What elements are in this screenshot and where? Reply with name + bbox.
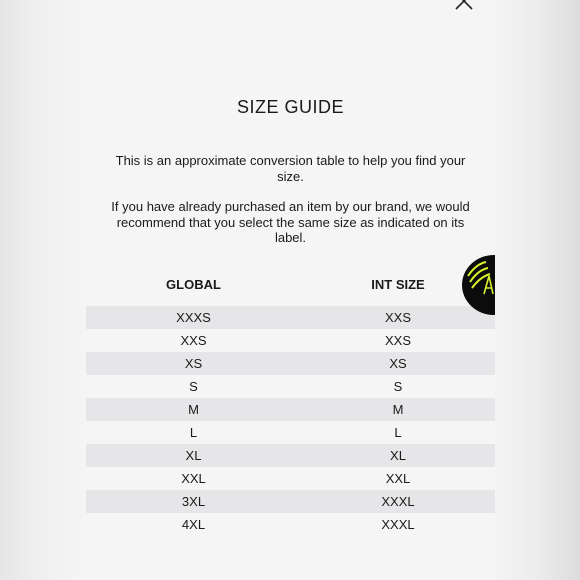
cell-global-size: 4XL bbox=[181, 517, 206, 532]
cell-global-size: XXL bbox=[181, 471, 206, 486]
table-row bbox=[86, 513, 495, 536]
cell-global-size: XL bbox=[185, 448, 202, 463]
cell-global-size: XXXS bbox=[176, 310, 211, 325]
cell-int-size: XXL bbox=[385, 471, 411, 486]
size-table-body bbox=[86, 306, 495, 536]
cell-global-size: 3XL bbox=[181, 494, 206, 509]
cell-int-size: XS bbox=[389, 356, 407, 371]
modal-title: SIZE GUIDE bbox=[236, 97, 344, 117]
close-icon[interactable] bbox=[455, 0, 473, 10]
column-header-int-size: INT SIZE bbox=[371, 276, 425, 292]
size-guide-modal bbox=[86, 0, 495, 580]
table-row bbox=[86, 306, 495, 329]
cell-int-size: XXS bbox=[384, 310, 411, 325]
cell-global-size: L bbox=[189, 425, 198, 440]
table-row bbox=[86, 375, 495, 398]
table-row bbox=[86, 444, 495, 467]
table-row bbox=[86, 467, 495, 490]
table-row bbox=[86, 329, 495, 352]
cell-int-size: XXXL bbox=[381, 494, 415, 509]
cell-global-size: XXS bbox=[180, 333, 207, 348]
cell-global-size: M bbox=[188, 402, 199, 417]
cell-int-size: L bbox=[394, 425, 402, 440]
table-row bbox=[86, 398, 495, 421]
app-logo-icon bbox=[462, 250, 495, 320]
cell-int-size: XXS bbox=[384, 333, 411, 348]
note-text: If you have already purchased an item by our brand, we would recommend that you select the same size as indicated on its label. bbox=[111, 199, 470, 245]
table-row bbox=[86, 421, 495, 444]
size-table-header bbox=[86, 273, 495, 295]
cell-int-size: M bbox=[392, 402, 404, 417]
column-header-global: GLOBAL bbox=[166, 276, 221, 292]
cell-int-size: S bbox=[393, 379, 403, 394]
cell-global-size: XS bbox=[184, 356, 203, 371]
size-table bbox=[86, 273, 495, 536]
floating-app-badge[interactable] bbox=[462, 250, 495, 320]
table-row bbox=[86, 490, 495, 513]
intro-text: This is an approximate conversion table to help you find your size. bbox=[115, 153, 466, 184]
table-row bbox=[86, 352, 495, 375]
cell-global-size: S bbox=[189, 379, 198, 394]
cell-int-size: XXXL bbox=[381, 517, 415, 532]
cell-int-size: XL bbox=[390, 448, 406, 463]
